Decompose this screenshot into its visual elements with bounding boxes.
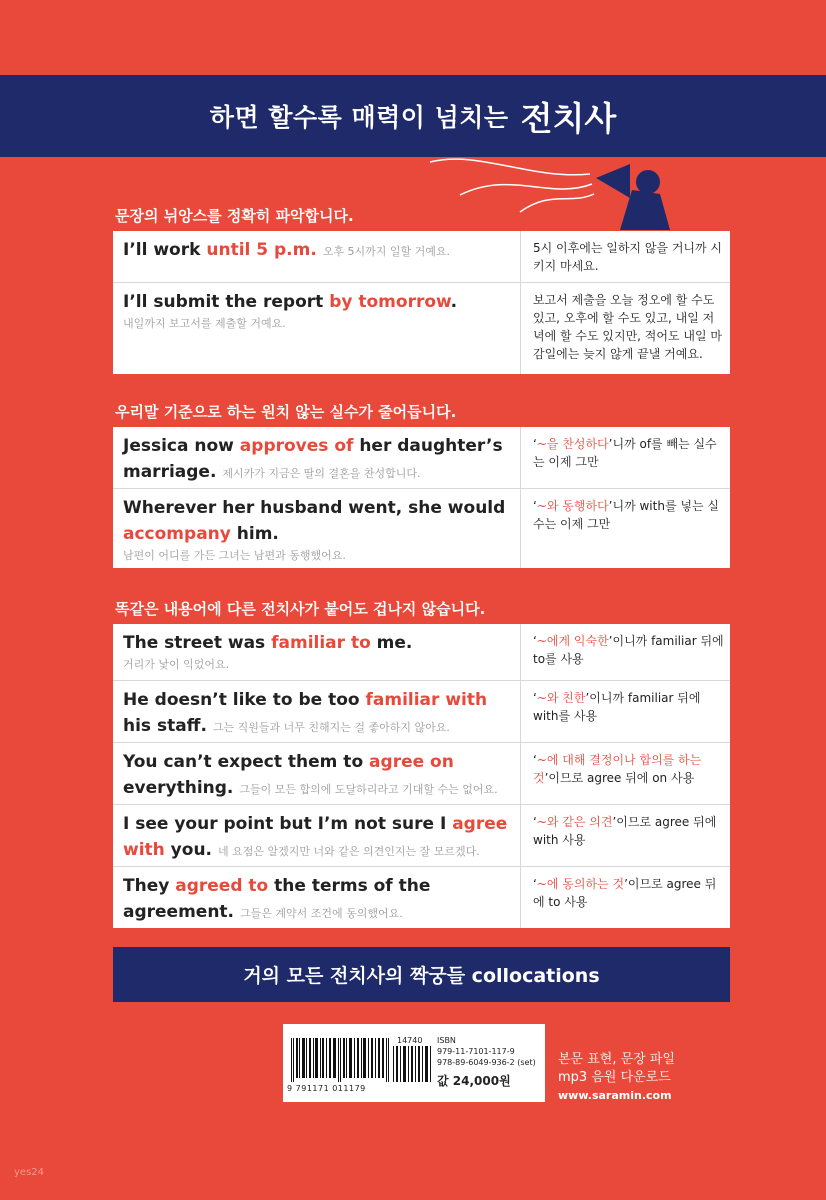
barcode-number: 9 791171 011179: [287, 1084, 366, 1093]
section2-table: [113, 427, 730, 568]
korean-translation: 네 요점은 알겠지만 너와 같은 의견인지는 잘 모르겠다.: [218, 845, 480, 858]
note-highlight: ~와 동행하다: [536, 499, 609, 513]
note-cell: ‘~에게 익숙한’이니까 familiar 뒤에 to를 사용: [533, 634, 724, 666]
korean-translation: 거리가 낯이 익었어요.: [123, 658, 230, 671]
section1-title: 문장의 뉘앙스를 정확히 파악합니다.: [115, 207, 354, 225]
korean-translation: 오후 5시까지 일할 거예요.: [322, 245, 451, 258]
note-highlight: ~와 같은 의견: [536, 815, 613, 829]
sentence-cell: [113, 743, 521, 804]
korean-translation: 제시카가 지금은 딸의 결혼을 찬성합니다.: [222, 467, 421, 480]
price: 값 24,000원: [437, 1074, 511, 1088]
table-row: [113, 427, 730, 488]
table-row: [113, 742, 730, 804]
note-cell: ‘~와 같은 의견’이므로 agree 뒤에 with 사용: [533, 815, 717, 847]
addon-barcode: [393, 1046, 431, 1082]
sentence-cell: [113, 805, 521, 866]
table-row: [113, 488, 730, 568]
korean-translation: 그들은 계약서 조건에 동의했어요.: [240, 907, 403, 920]
preposition-highlight: familiar with: [365, 690, 488, 710]
banner-title: 전치사: [520, 98, 617, 138]
isbn-barcode: [291, 1038, 389, 1082]
note-cell: ‘~에 대해 결정이나 합의를 하는 것’이므로 agree 뒤에 on 사용: [533, 753, 702, 785]
note-cell: ‘~와 동행하다’니까 with를 넣는 실수는 이제 그만: [533, 499, 719, 531]
section3-table: [113, 624, 730, 928]
table-row: [113, 231, 730, 282]
preposition-highlight: agree with: [123, 814, 508, 860]
barcode-box: [283, 1024, 545, 1102]
isbn-text: ISBN 979-11-7101-117-9 978-89-6049-936-2 (set): [437, 1036, 536, 1067]
note-cell: ‘~을 찬성하다’니까 of를 빼는 실수는 이제 그만: [533, 437, 717, 469]
preposition-highlight: by tomorrow: [329, 292, 451, 312]
english-sentence: They agreed to the terms of the agreement.: [123, 876, 431, 922]
english-sentence: The street was familiar to me.: [123, 633, 413, 653]
sentence-cell: [113, 427, 521, 488]
note-cell: ‘~에 동의하는 것’이므로 agree 뒤에 to 사용: [533, 877, 717, 909]
sentence-cell: [113, 867, 521, 928]
sentence-cell: [113, 231, 521, 282]
note-cell: 보고서 제출을 오늘 정오에 할 수도 있고, 오후에 할 수도 있고, 내일 저녁에 할 수도 있지만, 적어도 내일 마감일에는 늦지 않게 끝낼 거예요.: [533, 293, 722, 361]
addon-number: 14740: [397, 1036, 423, 1045]
korean-translation: 남편이 어디를 가든 그녀는 남편과 동행했어요.: [123, 549, 346, 562]
info-line: 본문 표현, 문장 파일: [558, 1052, 675, 1067]
korean-translation: 내일까지 보고서를 제출할 거예요.: [123, 317, 286, 330]
sentence-cell: [113, 283, 521, 374]
note-cell: 5시 이후에는 일하지 않을 거니까 시키지 마세요.: [533, 241, 722, 273]
note-highlight: ~에 동의하는 것: [536, 877, 625, 891]
section2-title: 우리말 기준으로 하는 원치 않는 실수가 줄어듭니다.: [115, 403, 457, 421]
sentence-cell: [113, 681, 521, 742]
download-info: [558, 1051, 675, 1105]
sentence-cell: [113, 624, 521, 680]
bottom-banner: 거의 모든 전치사의 짝궁들 collocations: [113, 947, 730, 1002]
preposition-highlight: approves of: [239, 436, 354, 456]
info-line: mp3 음원 다운로드: [558, 1070, 671, 1085]
section1-table: [113, 231, 730, 374]
preposition-highlight: until 5 p.m.: [206, 240, 317, 260]
table-row: [113, 282, 730, 374]
table-row: [113, 680, 730, 742]
note-highlight: ~에 대해 결정이나 합의를 하는 것: [533, 753, 702, 785]
table-row: [113, 866, 730, 928]
note-highlight: ~와 친한: [536, 691, 586, 705]
section3-title: 똑같은 내용어에 다른 전치사가 붙어도 겁나지 않습니다.: [115, 600, 486, 618]
table-row: [113, 624, 730, 680]
note-highlight: ~에게 익숙한: [536, 634, 609, 648]
website-url: www.saramin.com: [558, 1089, 672, 1102]
korean-translation: 그들이 모든 합의에 도달하리라고 기대할 수는 없어요.: [239, 783, 498, 796]
preposition-highlight: familiar to: [271, 633, 371, 653]
megaphone-illustration: [420, 150, 690, 230]
english-sentence: Wherever her husband went, she would accompany him.: [123, 498, 506, 544]
table-row: [113, 804, 730, 866]
preposition-highlight: agreed to: [175, 876, 269, 896]
english-sentence: He doesn’t like to be too familiar with his staff.: [123, 690, 488, 736]
banner-subtitle: 하면 할수록 매력이 넘치는: [209, 103, 509, 132]
korean-translation: 그는 직원들과 너무 친해지는 걸 좋아하지 않아요.: [212, 721, 450, 734]
note-cell: ‘~와 친한’이니까 familiar 뒤에 with를 사용: [533, 691, 701, 723]
preposition-highlight: accompany: [123, 524, 231, 544]
english-sentence: You can’t expect them to agree on everything.: [123, 752, 454, 798]
preposition-highlight: agree on: [369, 752, 454, 772]
corner-watermark: yes24: [14, 1167, 45, 1178]
english-sentence: Jessica now approves of her daughter’s marriage.: [123, 436, 503, 482]
note-highlight: ~을 찬성하다: [536, 437, 609, 451]
english-sentence: I see your point but I’m not sure I agree with you.: [123, 814, 508, 860]
english-sentence: I’ll work until 5 p.m.: [123, 240, 317, 260]
sentence-cell: [113, 489, 521, 568]
top-banner: [0, 75, 826, 157]
english-sentence: I’ll submit the report by tomorrow.: [123, 292, 458, 312]
